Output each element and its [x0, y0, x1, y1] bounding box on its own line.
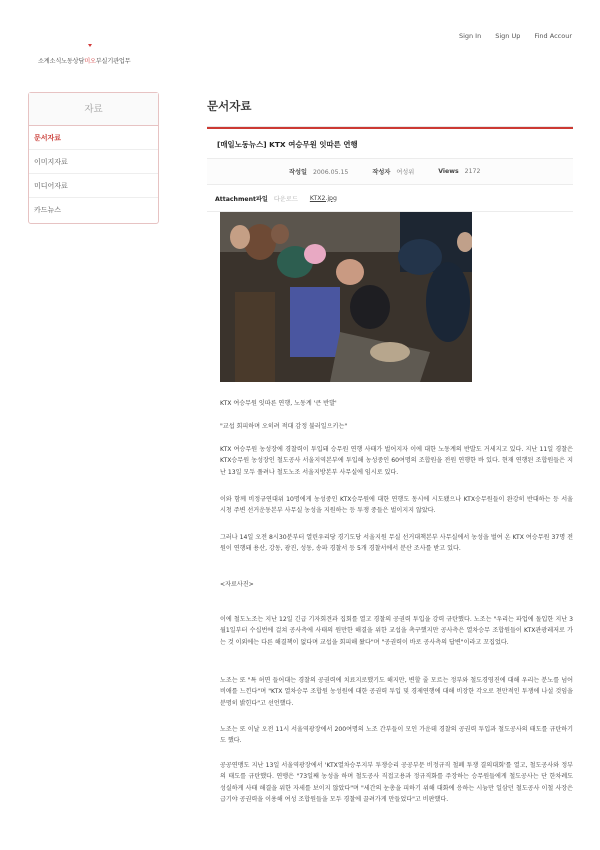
site-logo[interactable] [38, 56, 130, 65]
photo-tag: <자료사진> [220, 581, 254, 588]
author-value: 여성위 [396, 169, 415, 176]
sign-up-link[interactable]: Sign Up [495, 32, 521, 40]
article-title: [매일노동뉴스] KTX 여승무원 잇따른 연행 [207, 129, 573, 159]
date-label: 작성일 [289, 169, 307, 176]
paragraph-2: 이와 함께 비정규연대위 10명에게 농성중인 KTX승무원에 대한 연행도 동시에 시도됐으나 KTX승무원들이 완강히 반대하는 등 서울 시청 주변 선거운동본부 사무실 농성을 지원하는 등 투쟁 중들은 벌이지지 않았다. [220, 496, 573, 515]
sign-in-link[interactable]: Sign In [458, 32, 482, 40]
paragraph-4: 이에 철도노조는 지난 12일 긴급 기자회견과 집회를 열고 경찰의 공권력 투입을 강력 규탄했다. 노조는 "우리는 파업에 돌입한 지난 3월1일부터 수십번에 걸쳐 공사측에 사태의 원만한 해결을 위한 교섭을 촉구했지만 공사측은 열차승무 조합원들이 KTX관광레저로 가는 것 이외에는 다른 해결책이 없다며 교섭을 회피해 왔다"며 "공권력이 바로 공사측의 답변"이라고 꼬집었다. [220, 616, 573, 646]
paragraph-7: 공공연맹도 지난 13일 서울역광장에서 'KTX열차승무지부 투쟁승리 공공부문 비정규직 철폐 투쟁 결의대회'를 열고, 철도공사와 정부의 태도를 규탄했다. 연맹은 "73일째 농성을 하며 철도공사 직접고용과 정규직화를 주장하는 승무원들에게 철도공사는 단 한차례도 성실하게 사태 해결을 위한 자세를 보이지 않았다"며 "세간의 눈총을 피하기 위해 대화에 응하는 시늉만 일삼던 철도공사 이철 사장은 급기야 공권력을 이용해 여성 조합원들을 모두 경찰에 끌려가게 만들었다"고 비판했다. [220, 762, 573, 803]
views-label: Views [438, 168, 459, 175]
logo-text-1: 소계소식노동상담 [38, 58, 85, 65]
photo-caption: KTX 여승무원 잇따른 연행, 노동계 '큰 반발' [220, 400, 337, 407]
attachment-label: Attachment파일 [215, 195, 268, 203]
paragraph-1: KTX 여승무원 농성장에 경찰력이 투입돼 승무원 연행 사태가 벌어지자 이에 대한 노동계의 반발도 거세지고 있다. 지난 11일 경찰은 KTX승무원 농성장인 철도공사 서울지역본부에 투입해 농성중인 60여명의 조합원을 전원 연행한 바 있다. 현재 연행된 조합원들은 지난 13일 모두 풀려나 철도노조 서울지방본부 사무실에 임시로 있다. [220, 446, 573, 476]
subheading-quote: "교섭 회피하며 오히려 적대 감정 불러일으키는" [220, 423, 348, 430]
sidebar-item-documents[interactable]: 문서자료 [29, 126, 158, 150]
sidebar [28, 92, 159, 224]
logo-mark-icon [88, 44, 92, 47]
attachment-file-link[interactable]: KTX2.jpg [309, 194, 337, 202]
date-value: 2006.05.15 [312, 169, 349, 176]
article-photo [220, 212, 472, 382]
logo-text-3: 부실기관업무 [95, 58, 131, 65]
sidebar-item-images[interactable]: 이미지자료 [29, 150, 158, 174]
author-label: 작성자 [372, 169, 391, 176]
download-label: 다운로드 [273, 195, 298, 203]
find-account-link[interactable]: Find Accour [534, 32, 572, 40]
logo-text-2: 미오 [84, 58, 96, 65]
views-value: 2172 [464, 168, 481, 175]
sidebar-item-cardnews[interactable]: 카드뉴스 [34, 206, 62, 214]
paragraph-6: 노조는 또 이날 오전 11시 서울역광장에서 200여명의 노조 간부들이 모인 가운데 경찰의 공권력 투입과 철도공사의 태도를 규탄하기도 했다. [220, 726, 573, 745]
paragraph-5: 노조는 또 "특 허면 들어대는 경찰의 공권력에 치료지로했기도 해지만, 변할 줄 모르는 정부와 철도경영진에 대해 우리는 분노를 넘어 비애를 느낀다"며 "KTX 열차승무 조합원 농성원에 대한 공권력 투입 및 경제연행에 대해 비장한 각오로 천만적인 투쟁에 나설 것임을 분명히 밝힌다"고 선언했다. [220, 677, 573, 707]
sidebar-item-media[interactable]: 미디어자료 [29, 174, 158, 198]
page-title: 문서자료 [207, 99, 252, 113]
sidebar-title: 자료 [29, 93, 158, 126]
paragraph-3: 그러나 14일 오전 8시30분부터 열린우리당 경기도당 서울지원 무실 선거대책본부 사무실에서 농성을 벌여 온 KTX 여승무원 37명 전원이 연행돼 용산, 강동, 광진, 성동, 송파 경찰서 등 5개 경찰서에서 분산 조사를 받고 있다. [220, 534, 573, 553]
article-meta [207, 159, 573, 185]
top-nav [459, 32, 572, 40]
attachment-row [207, 185, 573, 212]
article-header [207, 127, 573, 212]
